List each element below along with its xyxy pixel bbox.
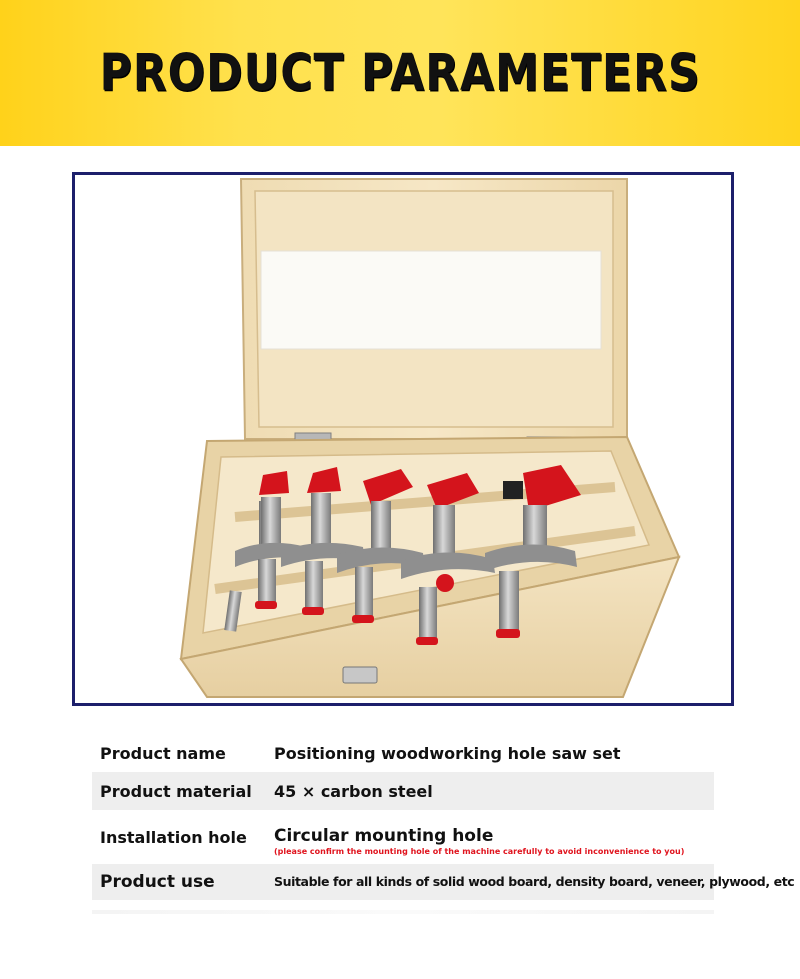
spec-label: Product material xyxy=(100,782,252,801)
spec-label: Installation hole xyxy=(100,828,247,847)
page-title: PRODUCT PARAMETERS xyxy=(99,43,701,103)
spec-row-product-name xyxy=(92,734,714,772)
spec-value: Circular mounting hole xyxy=(274,826,494,846)
spec-note: (please confirm the mounting hole of the machine carefully to avoid inconvenience to you) xyxy=(274,847,685,856)
header-banner xyxy=(0,0,800,146)
spec-row-product-material xyxy=(92,772,714,810)
product-photo xyxy=(75,175,731,703)
spec-value: Positioning woodworking hole saw set xyxy=(274,744,621,763)
spec-value: Suitable for all kinds of solid wood board, density board, veneer, plywood, etc xyxy=(274,874,795,889)
spec-row-product-use xyxy=(92,864,795,900)
spec-row-installation-hole xyxy=(92,810,714,864)
divider xyxy=(92,910,714,914)
spec-label: Product use xyxy=(100,872,215,892)
spec-label: Product name xyxy=(100,744,226,763)
product-photo-frame xyxy=(72,172,734,706)
spec-value: 45 × carbon steel xyxy=(274,782,433,801)
spec-table xyxy=(92,734,795,900)
box-lid xyxy=(241,179,627,444)
